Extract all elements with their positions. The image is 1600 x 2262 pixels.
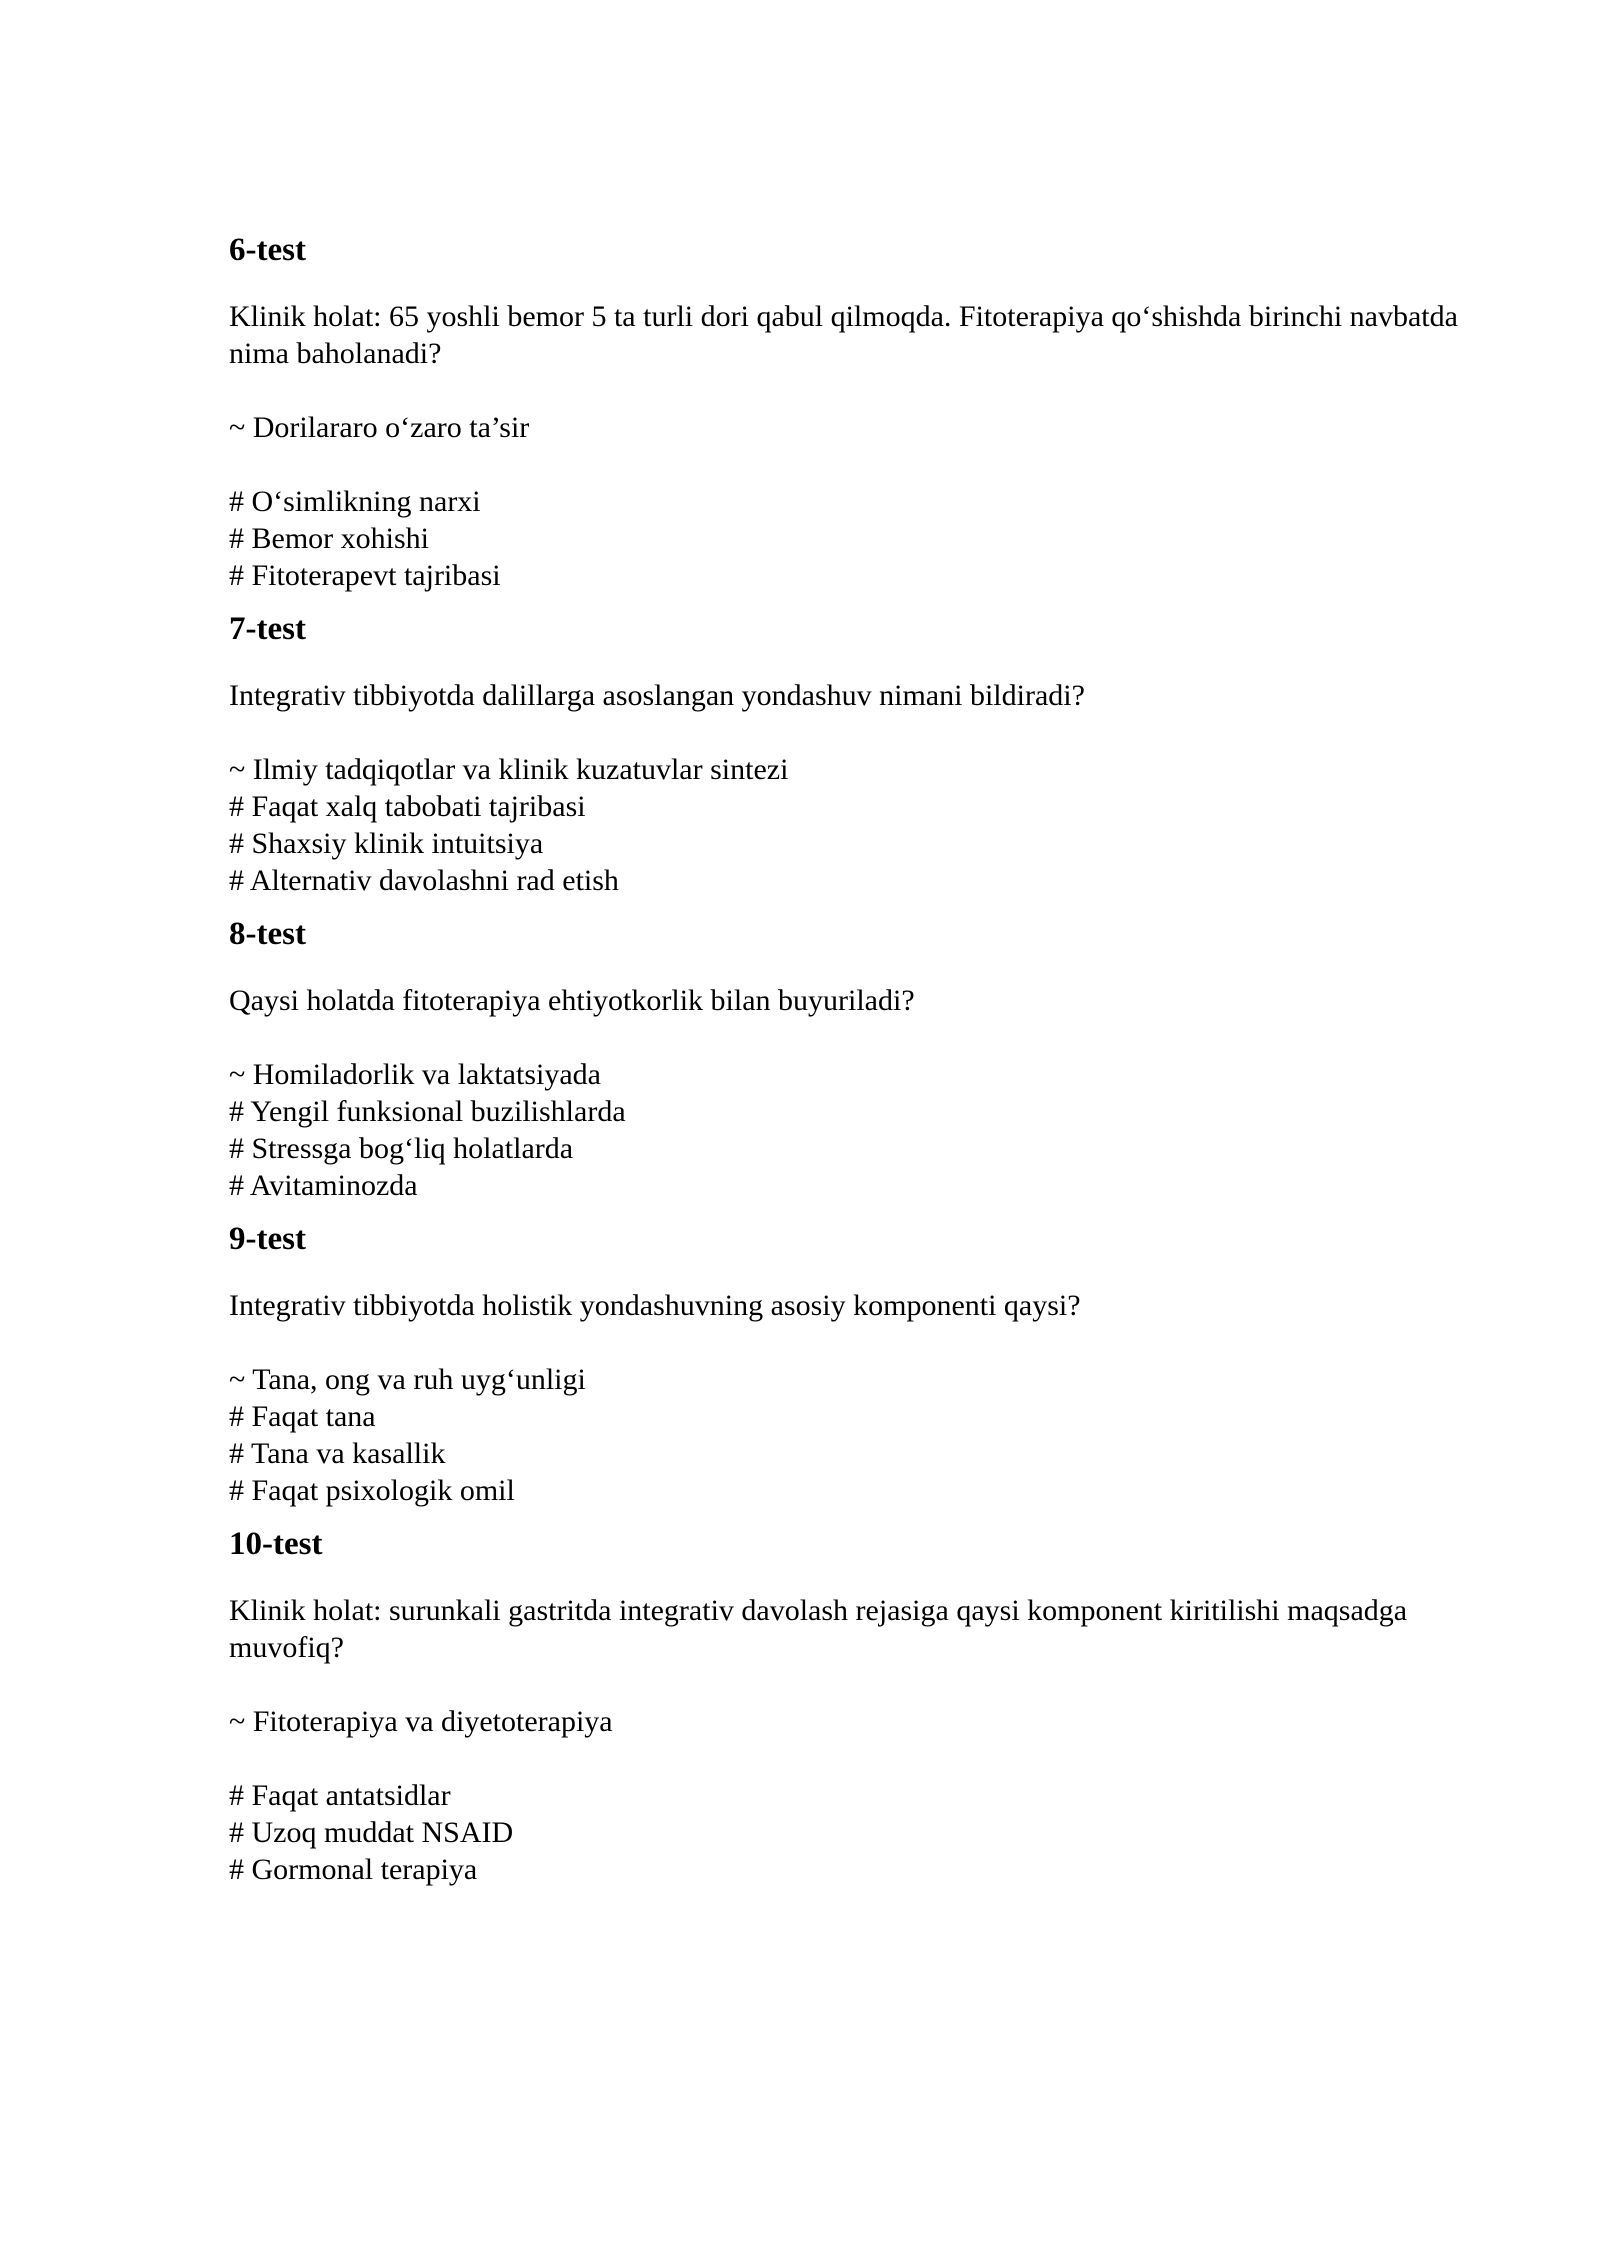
test-title: 8-test xyxy=(229,916,306,952)
wrong-answer: # O‘simlikning narxi xyxy=(229,485,481,518)
wrong-answer: # Alternativ davolashni rad etish xyxy=(229,864,619,897)
wrong-answer: # Faqat antatsidlar xyxy=(229,1779,451,1812)
wrong-answers xyxy=(229,483,1469,594)
test-question: Klinik holat: surunkali gastritda integrativ davolash rejasiga qaysi komponent kiritilishi maqsadga muvofiq? xyxy=(229,1594,1408,1664)
answer-list xyxy=(229,1056,1469,1204)
wrong-answers xyxy=(229,1777,1469,1888)
wrong-answer: # Faqat tana xyxy=(229,1400,376,1433)
wrong-answer: # Gormonal terapiya xyxy=(229,1853,478,1886)
correct-answer: ~ Tana, ong va ruh uyg‘unligi xyxy=(229,1363,586,1396)
wrong-answer: # Shaxsiy klinik intuitsiya xyxy=(229,827,544,860)
wrong-answer: # Bemor xohishi xyxy=(229,522,429,555)
test-title: 9-test xyxy=(229,1221,306,1257)
correct-answer: ~ Fitoterapiya va diyetoterapiya xyxy=(229,1705,613,1738)
wrong-answer: # Fitoterapevt tajribasi xyxy=(229,559,501,592)
test-question: Integrativ tibbiyotda dalillarga asoslangan yondashuv nimani bildiradi? xyxy=(229,679,1085,712)
wrong-answer: # Faqat xalq tabobati tajribasi xyxy=(229,790,586,823)
test-block-8 xyxy=(229,906,1469,1204)
test-block-9 xyxy=(229,1211,1469,1509)
test-block-10 xyxy=(229,1516,1469,1888)
wrong-answer: # Avitaminozda xyxy=(229,1169,418,1202)
test-title: 10-test xyxy=(229,1526,323,1562)
wrong-answer: # Stressga bog‘liq holatlarda xyxy=(229,1132,574,1165)
test-title: 6-test xyxy=(229,232,306,268)
test-title: 7-test xyxy=(229,611,306,647)
correct-answer: ~ Ilmiy tadqiqotlar va klinik kuzatuvlar sintezi xyxy=(229,753,789,786)
test-block-6 xyxy=(229,222,1469,594)
test-question: Qaysi holatda fitoterapiya ehtiyotkorlik bilan buyuriladi? xyxy=(229,984,915,1017)
test-question: Integrativ tibbiyotda holistik yondashuvning asosiy komponenti qaysi? xyxy=(229,1289,1081,1322)
wrong-answer: # Tana va kasallik xyxy=(229,1437,446,1470)
wrong-answer: # Uzoq muddat NSAID xyxy=(229,1816,514,1849)
correct-answer: ~ Dorilararo o‘zaro ta’sir xyxy=(229,411,530,444)
test-question: Klinik holat: 65 yoshli bemor 5 ta turli dori qabul qilmoqda. Fitoterapiya qo‘shishda birinchi navbatda nima baholanadi? xyxy=(229,300,1458,370)
wrong-answer: # Faqat psixologik omil xyxy=(229,1474,515,1507)
correct-answer: ~ Homiladorlik va laktatsiyada xyxy=(229,1058,601,1091)
answer-list xyxy=(229,1361,1469,1509)
answer-list xyxy=(229,751,1469,899)
test-block-7 xyxy=(229,601,1469,899)
wrong-answer: # Yengil funksional buzilishlarda xyxy=(229,1095,626,1128)
test-list xyxy=(229,222,1469,1895)
